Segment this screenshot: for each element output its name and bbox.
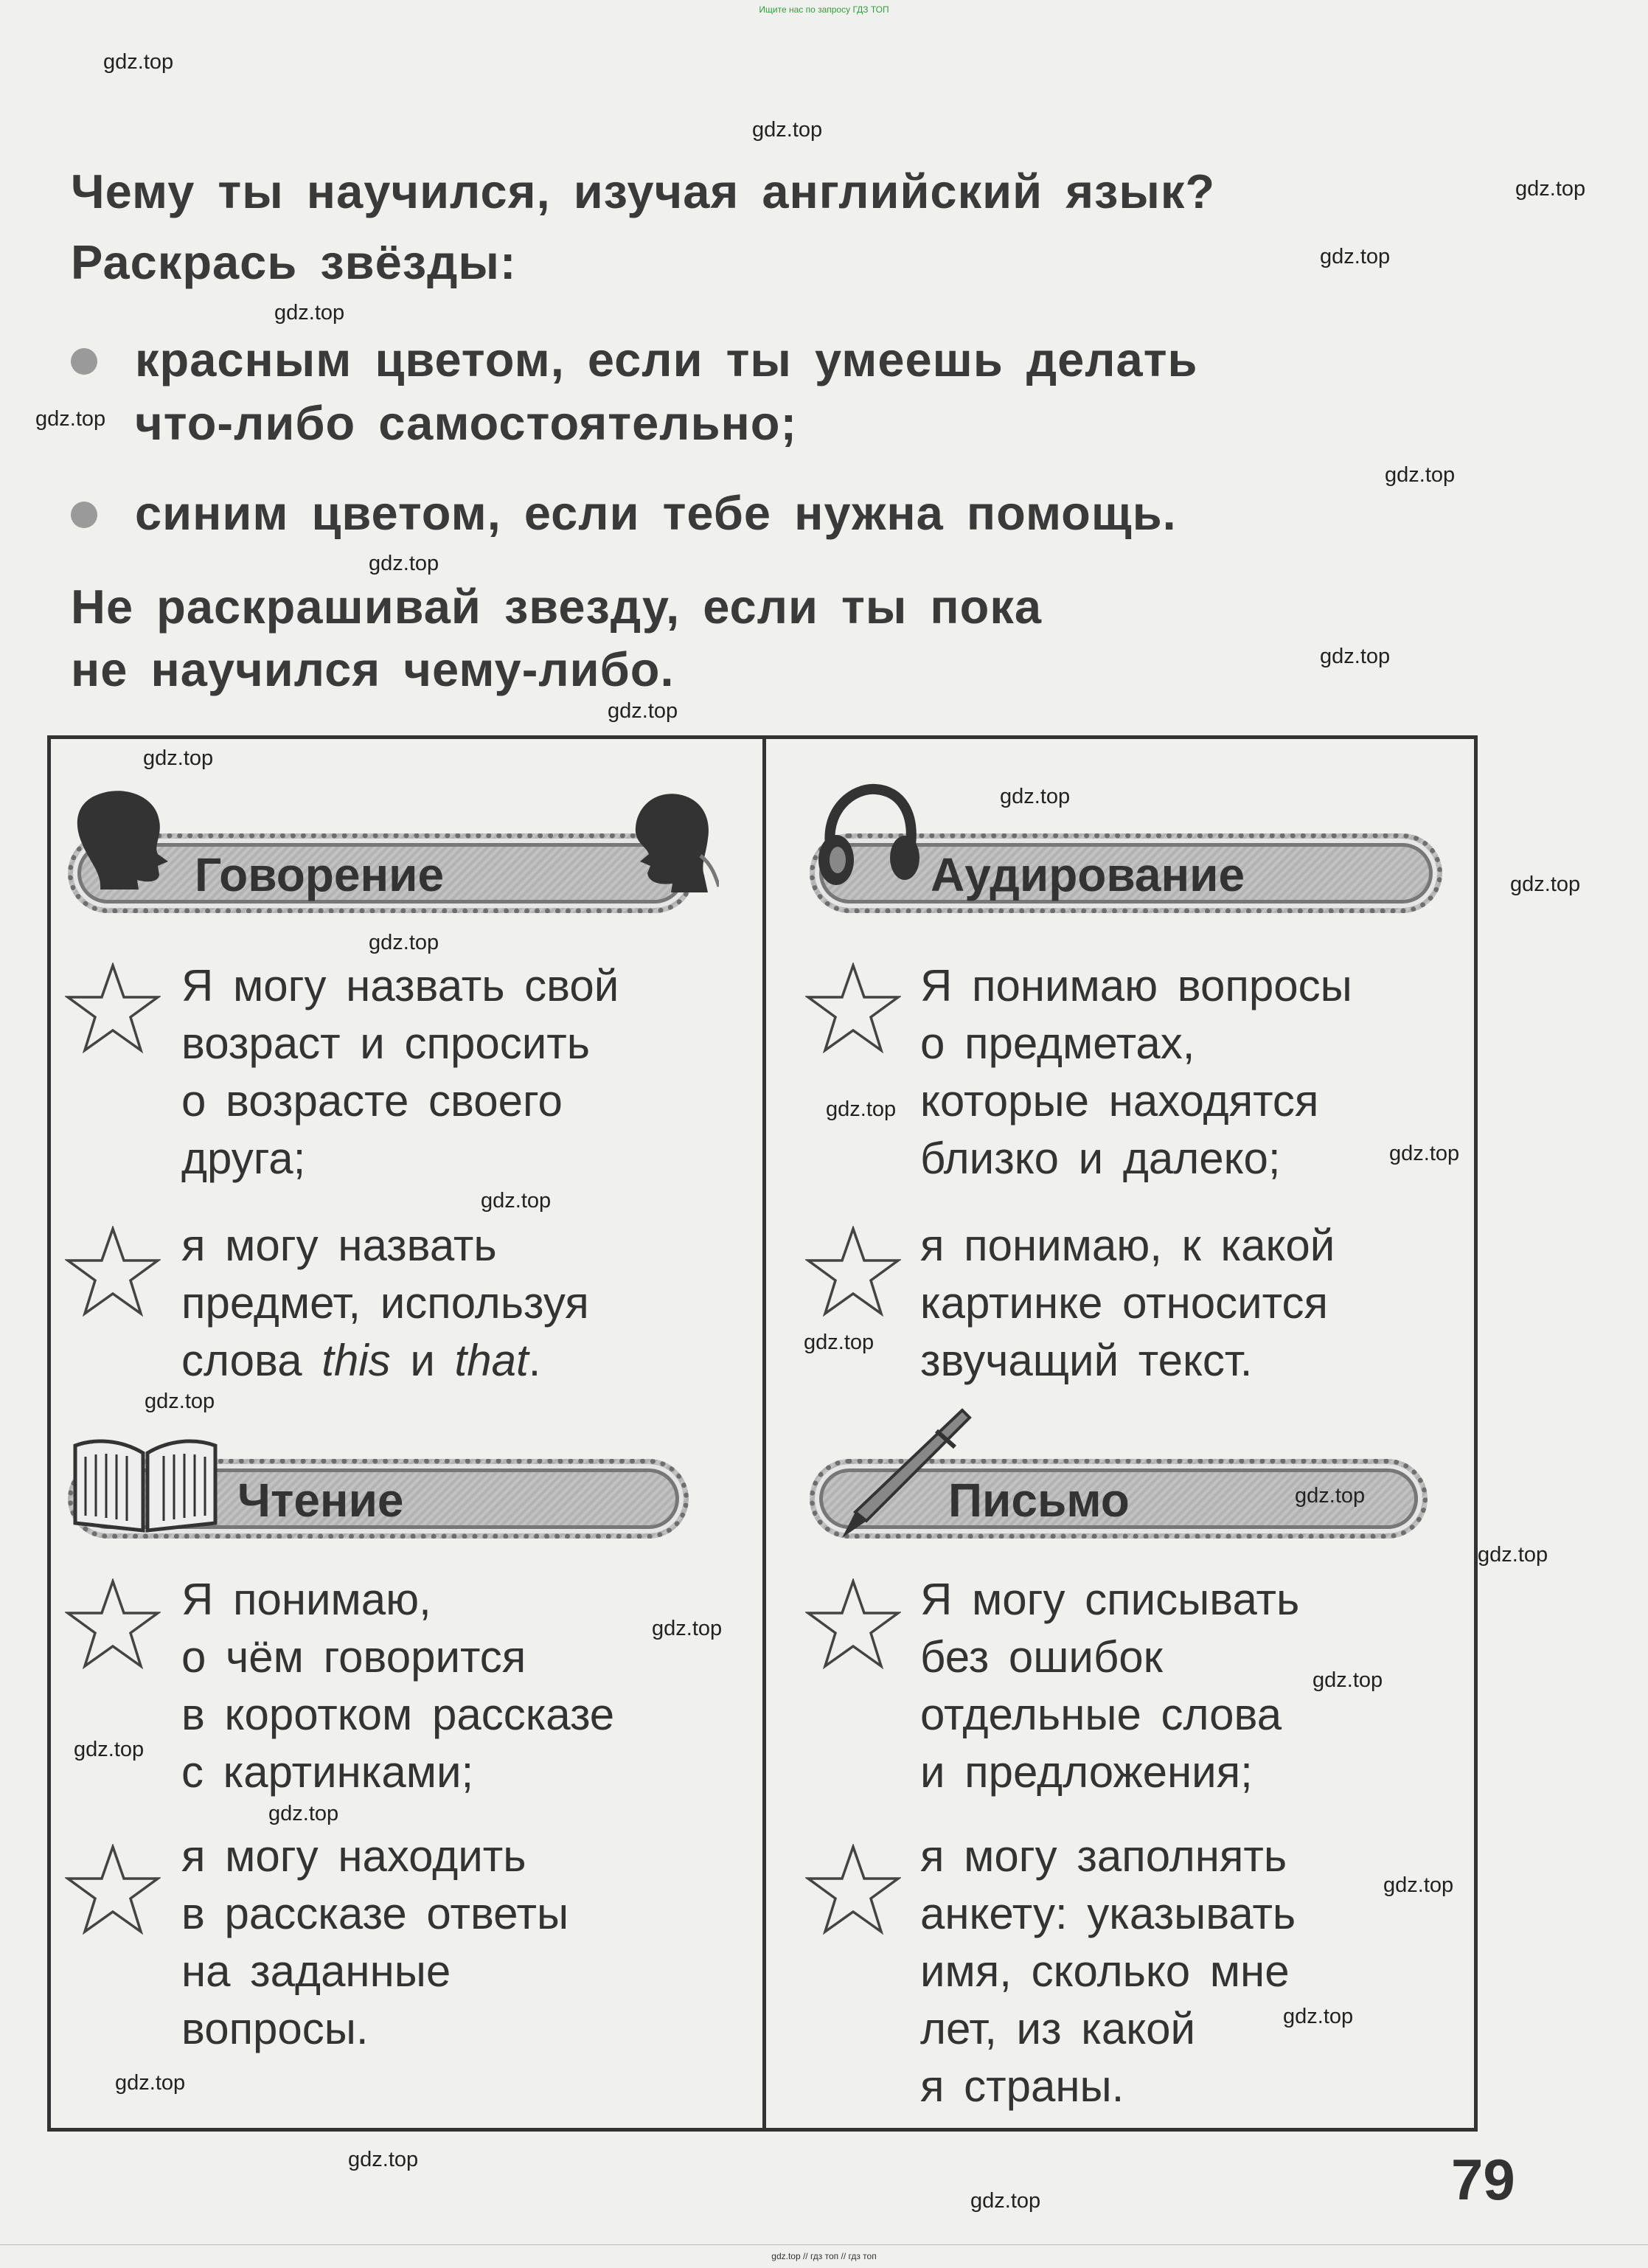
writing-item-1-line: Я могу списывать: [920, 1575, 1300, 1624]
listening-item-1-line: близко и далеко;: [920, 1134, 1281, 1183]
watermark: gdz.top: [369, 552, 439, 575]
writing-item-1-line: отдельные слова: [920, 1690, 1282, 1739]
listening-item-2-line: я понимаю, к какой: [920, 1221, 1335, 1270]
reading-item-1-line: в коротком рассказе: [181, 1690, 615, 1739]
headphones-icon: [813, 780, 923, 895]
writing-title: Письмо: [948, 1474, 1130, 1527]
star-outline-icon[interactable]: [65, 1578, 161, 1670]
speaking-item-1-line: о возрасте своего: [181, 1076, 563, 1126]
watermark: gdz.top: [145, 1390, 215, 1413]
reading-item-1-line: о чём говорится: [181, 1632, 526, 1682]
listening-item-1-line: которые находятся: [920, 1076, 1319, 1126]
speaking-item-2-line: я могу назвать: [181, 1221, 497, 1270]
speaking-item-1-line: Я могу назвать свой: [181, 961, 619, 1010]
watermark: gdz.top: [369, 931, 439, 954]
writing-item-2-line: анкету: указывать: [920, 1889, 1296, 1938]
star-outline-icon[interactable]: [805, 1578, 901, 1670]
star-outline-icon[interactable]: [805, 1844, 901, 1935]
bullet-red-line-1: красным цветом, если ты умеешь делать: [135, 333, 1198, 386]
speaking-item-1: [181, 957, 619, 1187]
watermark: gdz.top: [1515, 177, 1586, 201]
instruction-title: Раскрась звёзды:: [71, 235, 517, 289]
frame-divider: [762, 735, 766, 2132]
speaking-item-2-line-last: [181, 1332, 589, 1390]
watermark: gdz.top: [826, 1097, 897, 1121]
speaking-item-2: [181, 1217, 589, 1390]
text-span: и: [390, 1336, 455, 1385]
writing-item-1-line: и предложения;: [920, 1747, 1253, 1797]
listening-item-1: [920, 957, 1352, 1187]
watermark: gdz.top: [752, 118, 823, 142]
watermark: gdz.top: [1383, 1873, 1454, 1897]
star-outline-icon[interactable]: [65, 1844, 161, 1935]
reading-item-2-line: в рассказе ответы: [181, 1889, 569, 1938]
watermark: gdz.top: [1000, 785, 1071, 808]
watermark: gdz.top: [115, 2071, 186, 2095]
writing-item-2: [920, 1828, 1296, 2115]
reading-item-2-line: вопросы.: [181, 2004, 369, 2053]
watermark: gdz.top: [268, 1802, 339, 1825]
watermark: gdz.top: [608, 699, 678, 723]
writing-item-2-line: лет, из какой: [920, 2004, 1195, 2053]
watermark: gdz.top: [481, 1189, 552, 1213]
star-outline-icon[interactable]: [805, 1226, 901, 1317]
watermark: gdz.top: [1320, 645, 1391, 668]
watermark: gdz.top: [1389, 1142, 1460, 1165]
talking-heads-icon: [71, 780, 181, 895]
word-that: that: [454, 1336, 529, 1385]
note-line-1: Не раскрашивай звезду, если ты пока: [71, 580, 1043, 634]
text-span: .: [528, 1336, 541, 1385]
note-line-2: не научился чему-либо.: [71, 642, 675, 696]
open-book-icon: [69, 1431, 224, 1538]
bullet-blue-line: синим цветом, если тебе нужна помощь.: [135, 486, 1177, 540]
speaking-item-1-line: друга;: [181, 1134, 306, 1183]
word-this: this: [321, 1336, 391, 1385]
talking-head-right-icon: [590, 783, 719, 898]
star-outline-icon[interactable]: [65, 963, 161, 1054]
watermark: gdz.top: [274, 301, 345, 325]
watermark: gdz.top: [143, 746, 214, 770]
listening-title: Аудирование: [931, 848, 1245, 901]
listening-item-2-line: картинке относится: [920, 1278, 1328, 1328]
listening-item-1-line: Я понимаю вопросы: [920, 961, 1352, 1010]
watermark: gdz.top: [1320, 245, 1391, 268]
footer-divider: [0, 2244, 1648, 2245]
watermark: gdz.top: [103, 50, 174, 74]
watermark: gdz.top: [35, 407, 106, 431]
bullet-red-line-2: что-либо самостоятельно;: [135, 396, 798, 450]
reading-title: Чтение: [237, 1474, 404, 1527]
reading-item-2: [181, 1828, 569, 2058]
listening-item-2: [920, 1217, 1335, 1390]
star-outline-icon[interactable]: [65, 1226, 161, 1317]
reading-item-2-line: на заданные: [181, 1946, 451, 1996]
header-note: Ищите нас по запросу ГДЗ ТОП: [759, 4, 889, 15]
writing-item-2-line: имя, сколько мне: [920, 1946, 1290, 1996]
watermark: gdz.top: [1295, 1484, 1366, 1508]
listening-item-2-line: звучащий текст.: [920, 1336, 1253, 1385]
speaking-item-1-line: возраст и спросить: [181, 1019, 590, 1068]
writing-item-1-line: без ошибок: [920, 1632, 1163, 1682]
watermark: gdz.top: [804, 1331, 875, 1354]
bullet-blue: [71, 502, 97, 528]
watermark: gdz.top: [74, 1738, 145, 1761]
watermark: gdz.top: [1283, 2005, 1354, 2028]
watermark: gdz.top: [970, 2189, 1041, 2213]
watermark: gdz.top: [1478, 1543, 1548, 1567]
text-span: слова: [181, 1336, 322, 1385]
footer-note: gdz.top // гдз топ // гдз топ: [771, 2251, 877, 2261]
watermark: gdz.top: [1313, 1668, 1383, 1692]
reading-item-1: [181, 1571, 614, 1801]
listening-item-1-line: о предметах,: [920, 1019, 1195, 1068]
reading-item-2-line: я могу находить: [181, 1831, 526, 1881]
watermark: gdz.top: [652, 1617, 723, 1640]
star-outline-icon[interactable]: [805, 963, 901, 1054]
writing-item-2-line: я страны.: [920, 2061, 1124, 2111]
watermark: gdz.top: [348, 2148, 419, 2171]
reading-item-1-line: с картинками;: [181, 1747, 474, 1797]
writing-item-2-line: я могу заполнять: [920, 1831, 1287, 1881]
writing-item-1: [920, 1571, 1299, 1801]
watermark: gdz.top: [1385, 463, 1456, 487]
page-number: 79: [1451, 2147, 1515, 2212]
speaking-title: Говорение: [195, 848, 445, 901]
bullet-red: [71, 348, 97, 375]
question-title: Чему ты научился, изучая английский язык?: [71, 164, 1216, 218]
speaking-item-2-line: предмет, используя: [181, 1278, 589, 1328]
reading-item-1-line: Я понимаю,: [181, 1575, 431, 1624]
watermark: gdz.top: [1510, 873, 1581, 896]
